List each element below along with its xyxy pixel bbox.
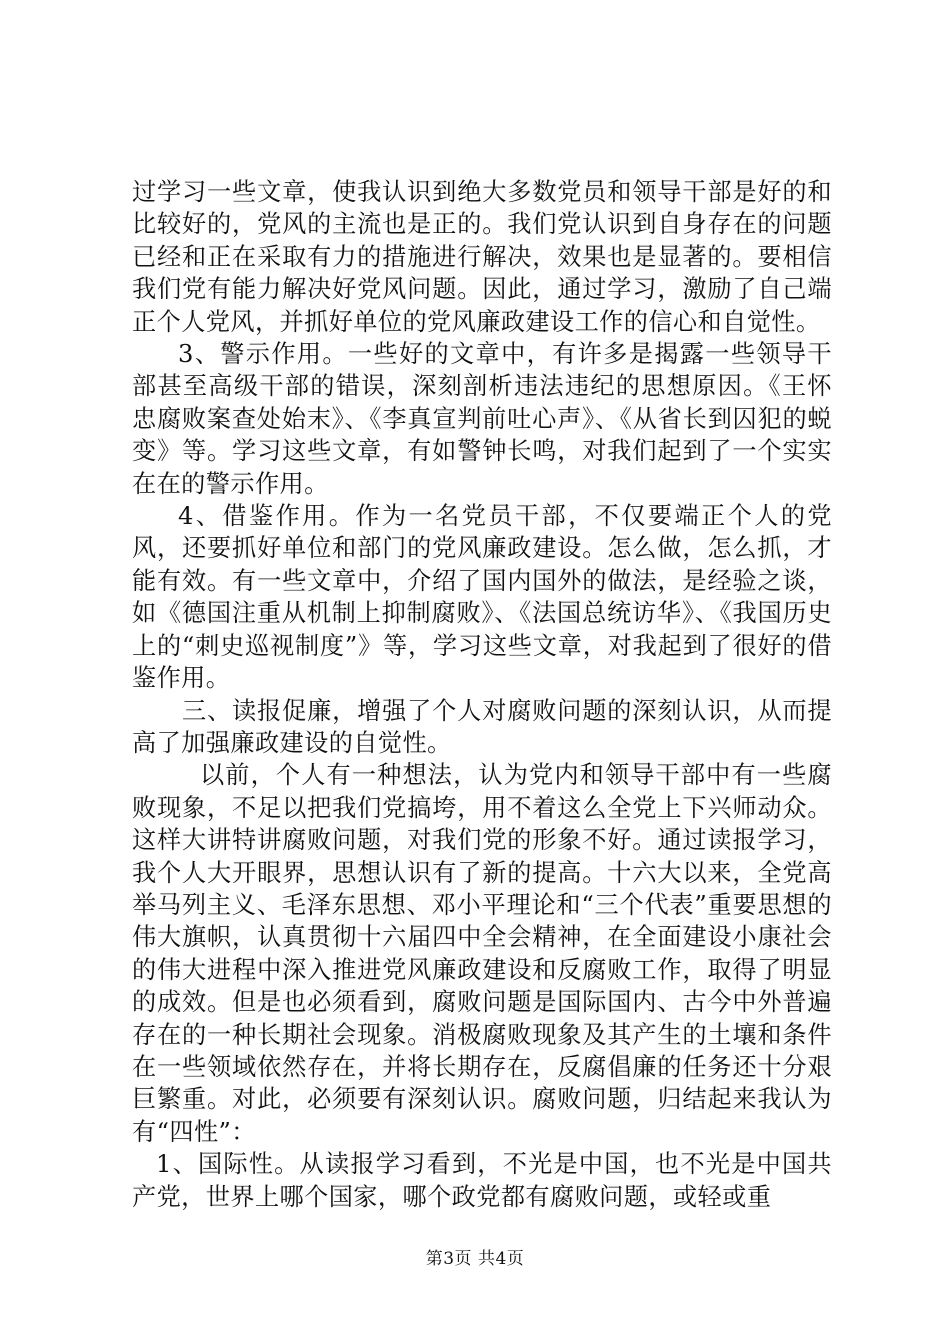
paragraph-international: 1、国际性。从读报学习看到，不光是中国，也不光是中国共产党，世界上哪个国家，哪个政党都有腐败问题，或轻或重 bbox=[132, 1150, 832, 1211]
paragraph-warning-effect: 3、警示作用。一些好的文章中，有许多是揭露一些领导干部甚至高级干部的错误，深刻剖析违法违纪的思想原因。《王怀忠腐败案查处始末》、《李真宣判前吐心声》、《从省长到囚犯的蜕变》等。学习这些文章，有如警钟长鸣，对我们起到了一个实实在在的警示作用。 bbox=[132, 340, 832, 498]
section-heading-three: 三、读报促廉，增强了个人对腐败问题的深刻认识，从而提高了加强廉政建设的自觉性。 bbox=[132, 696, 832, 757]
paragraph-continuation: 过学习一些文章，使我认识到绝大多数党员和领导干部是好的和比较好的，党风的主流也是正的。我们党认识到自身存在的问题已经和正在采取有力的措施进行解决，效果也是显著的。要相信我们党有能力解决好党风问题。因此，通过学习，激励了自己端正个人党风，并抓好单位的党风廉政建设工作的信心和自觉性。 bbox=[132, 178, 832, 336]
page-number-footer: 第3页 共4页 bbox=[425, 1249, 525, 1269]
document-body bbox=[132, 176, 832, 1213]
paragraph-previous-view: 以前，个人有一种想法，认为党内和领导干部中有一些腐败现象，不足以把我们党搞垮，用不着这么全党上下兴师动众。这样大讲特讲腐败问题，对我们党的形象不好。通过读报学习，我个人大开眼界，思想认识有了新的提高。十六大以来，全党高举马列主义、毛泽东思想、邓小平理论和“三个代表”重要思想的伟大旗帜，认真贯彻十六届四中全会精神，在全面建设小康社会的伟大进程中深入推进党风廉政建设和反腐败工作，取得了明显的成效。但是也必须看到，腐败问题是国际国内、古今中外普遍存在的一种长期社会现象。消极腐败现象及其产生的土壤和条件在一些领域依然存在，并将长期存在，反腐倡廉的任务还十分艰巨繁重。对此，必须要有深刻认识。腐败问题，归结起来我认为有“四性”： bbox=[132, 761, 832, 1146]
paragraph-reference-effect: 4、借鉴作用。作为一名党员干部，不仅要端正个人的党风，还要抓好单位和部门的党风廉政建设。怎么做，怎么抓，才能有效。有一些文章中，介绍了国内国外的做法，是经验之谈，如《德国注重从机制上抑制腐败》、《法国总统访华》、《我国历史上的“刺史巡视制度”》等，学习这些文章，对我起到了很好的借鉴作用。 bbox=[132, 502, 832, 693]
